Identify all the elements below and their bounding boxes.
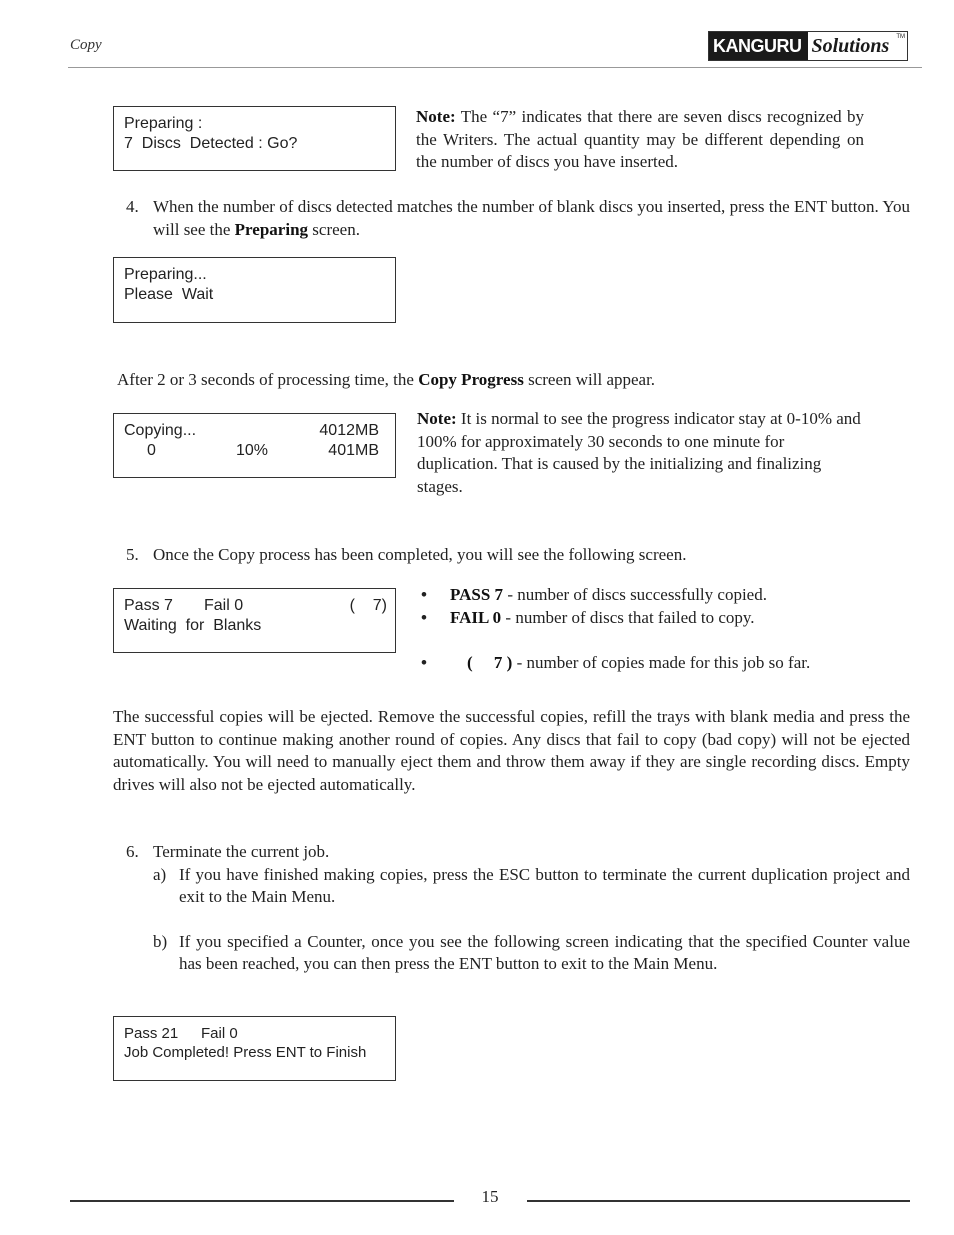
footer-rule-left <box>70 1200 454 1202</box>
lcd-line-2: Waiting for Blanks <box>124 617 262 634</box>
legend-key: PASS 7 <box>450 585 504 604</box>
section-title: Copy <box>70 37 102 53</box>
legend-item <box>421 584 861 607</box>
note-label: Note: <box>416 107 456 126</box>
pass-fail-legend <box>421 584 861 697</box>
logo-kanguru-text: KANGURU <box>709 32 808 60</box>
page-number: 15 <box>481 1187 499 1206</box>
step-6b <box>153 931 910 976</box>
step-4-text <box>153 196 910 241</box>
note-progress-indicator <box>417 408 865 498</box>
intro-post: screen will appear. <box>523 370 656 389</box>
lcd-pass: Pass 21 <box>124 1025 179 1042</box>
lcd-fail: Fail 0 <box>201 1025 238 1042</box>
lcd-job-completed <box>113 1016 396 1081</box>
bullet-mark: • <box>421 652 427 672</box>
substep-text: If you specified a Counter, once you see the following screen indicating that the specified Counter value has been reached, you can then press the ENT button to exit to the Main Menu. <box>179 931 910 973</box>
step-4-bold: Preparing <box>234 219 309 239</box>
legend-key: ( 7 ) <box>467 652 513 672</box>
substep-label: b) <box>153 931 168 951</box>
lcd-pass-fail <box>113 588 396 653</box>
intro-pre: After 2 or 3 seconds of processing time, the <box>117 370 419 389</box>
step-number: 4. <box>126 197 139 216</box>
lcd-copied-size: 401MB <box>328 442 379 459</box>
legend-item <box>421 607 861 630</box>
lcd-count: ( 7) <box>349 597 387 614</box>
bullet-mark: • <box>421 607 427 627</box>
lcd-line-2: Job Completed! Press ENT to Finish <box>124 1044 367 1061</box>
step-5 <box>126 544 910 567</box>
lcd-progress-percent: 10% <box>236 442 269 459</box>
lcd-copy-progress <box>113 413 396 478</box>
legend-desc: - number of discs successfully copied. <box>503 585 767 604</box>
note-text: It is normal to see the progress indicator stay at 0-10% and 100% for approximately 30 seconds to one minute for duplication. That is caused by the initializing and finalizing stages. <box>417 409 861 496</box>
step-5-text: Once the Copy process has been completed, you will see the following screen. <box>153 545 687 564</box>
step-4 <box>126 196 910 241</box>
step-number: 6. <box>126 842 139 861</box>
lcd-line-2: Please Wait <box>124 286 214 303</box>
lcd-copying-label: Copying... <box>124 422 197 439</box>
kanguru-logo <box>708 31 908 61</box>
copy-progress-intro <box>117 369 897 392</box>
lcd-line-1: Preparing... <box>124 266 207 283</box>
substep-text: If you have finished making copies, press the ESC button to terminate the current duplication project and exit to the Main Menu. <box>179 864 910 906</box>
step-number: 5. <box>126 545 139 564</box>
bullet-mark: • <box>421 585 427 604</box>
header-divider <box>68 67 922 68</box>
lcd-line-1: Preparing : <box>124 115 203 132</box>
legend-item <box>421 629 861 697</box>
legend-desc: - number of discs that failed to copy. <box>501 607 755 627</box>
note-discs-recognized <box>416 106 864 174</box>
lcd-pass: Pass 7 <box>124 597 173 614</box>
lcd-line-2: 7 Discs Detected : Go? <box>124 135 298 152</box>
intro-bold: Copy Progress <box>418 370 524 389</box>
note-label: Note: <box>417 409 457 428</box>
substep-label: a) <box>153 864 167 884</box>
lcd-progress-start: 0 <box>147 442 156 459</box>
lcd-discs-detected <box>113 106 396 171</box>
step-6-text: Terminate the current job. <box>153 842 330 861</box>
step-4-post: screen. <box>308 219 360 239</box>
step-6 <box>126 841 910 976</box>
step-6a <box>153 864 910 909</box>
lcd-total-size: 4012MB <box>319 422 379 439</box>
lcd-fail: Fail 0 <box>204 597 244 614</box>
lcd-preparing-wait <box>113 257 396 323</box>
legend-key: FAIL 0 <box>450 607 502 627</box>
logo-solutions-text: Solutions <box>811 35 890 57</box>
logo-trademark: TM <box>896 34 905 40</box>
step-4-pre: When the number of discs detected matches the number of blank discs you inserted, press the ENT button. You will see the <box>153 197 910 239</box>
note-text: The “7” indicates that there are seven discs recognized by the Writers. The actual quantity may be different depending on the number of discs you have inserted. <box>416 107 864 171</box>
footer-rule-right <box>527 1200 910 1202</box>
ejection-paragraph: The successful copies will be ejected. Remove the successful copies, refill the trays with blank media and press the ENT button to continue making another round of copies. Any discs that fail to copy (bad copy) will not be ejected automatically. You will need to manually eject them and throw them away if they are single recording discs. Empty drives will also not be ejected automatically. <box>113 707 910 794</box>
legend-desc: - number of copies made for this job so far. <box>512 652 811 672</box>
